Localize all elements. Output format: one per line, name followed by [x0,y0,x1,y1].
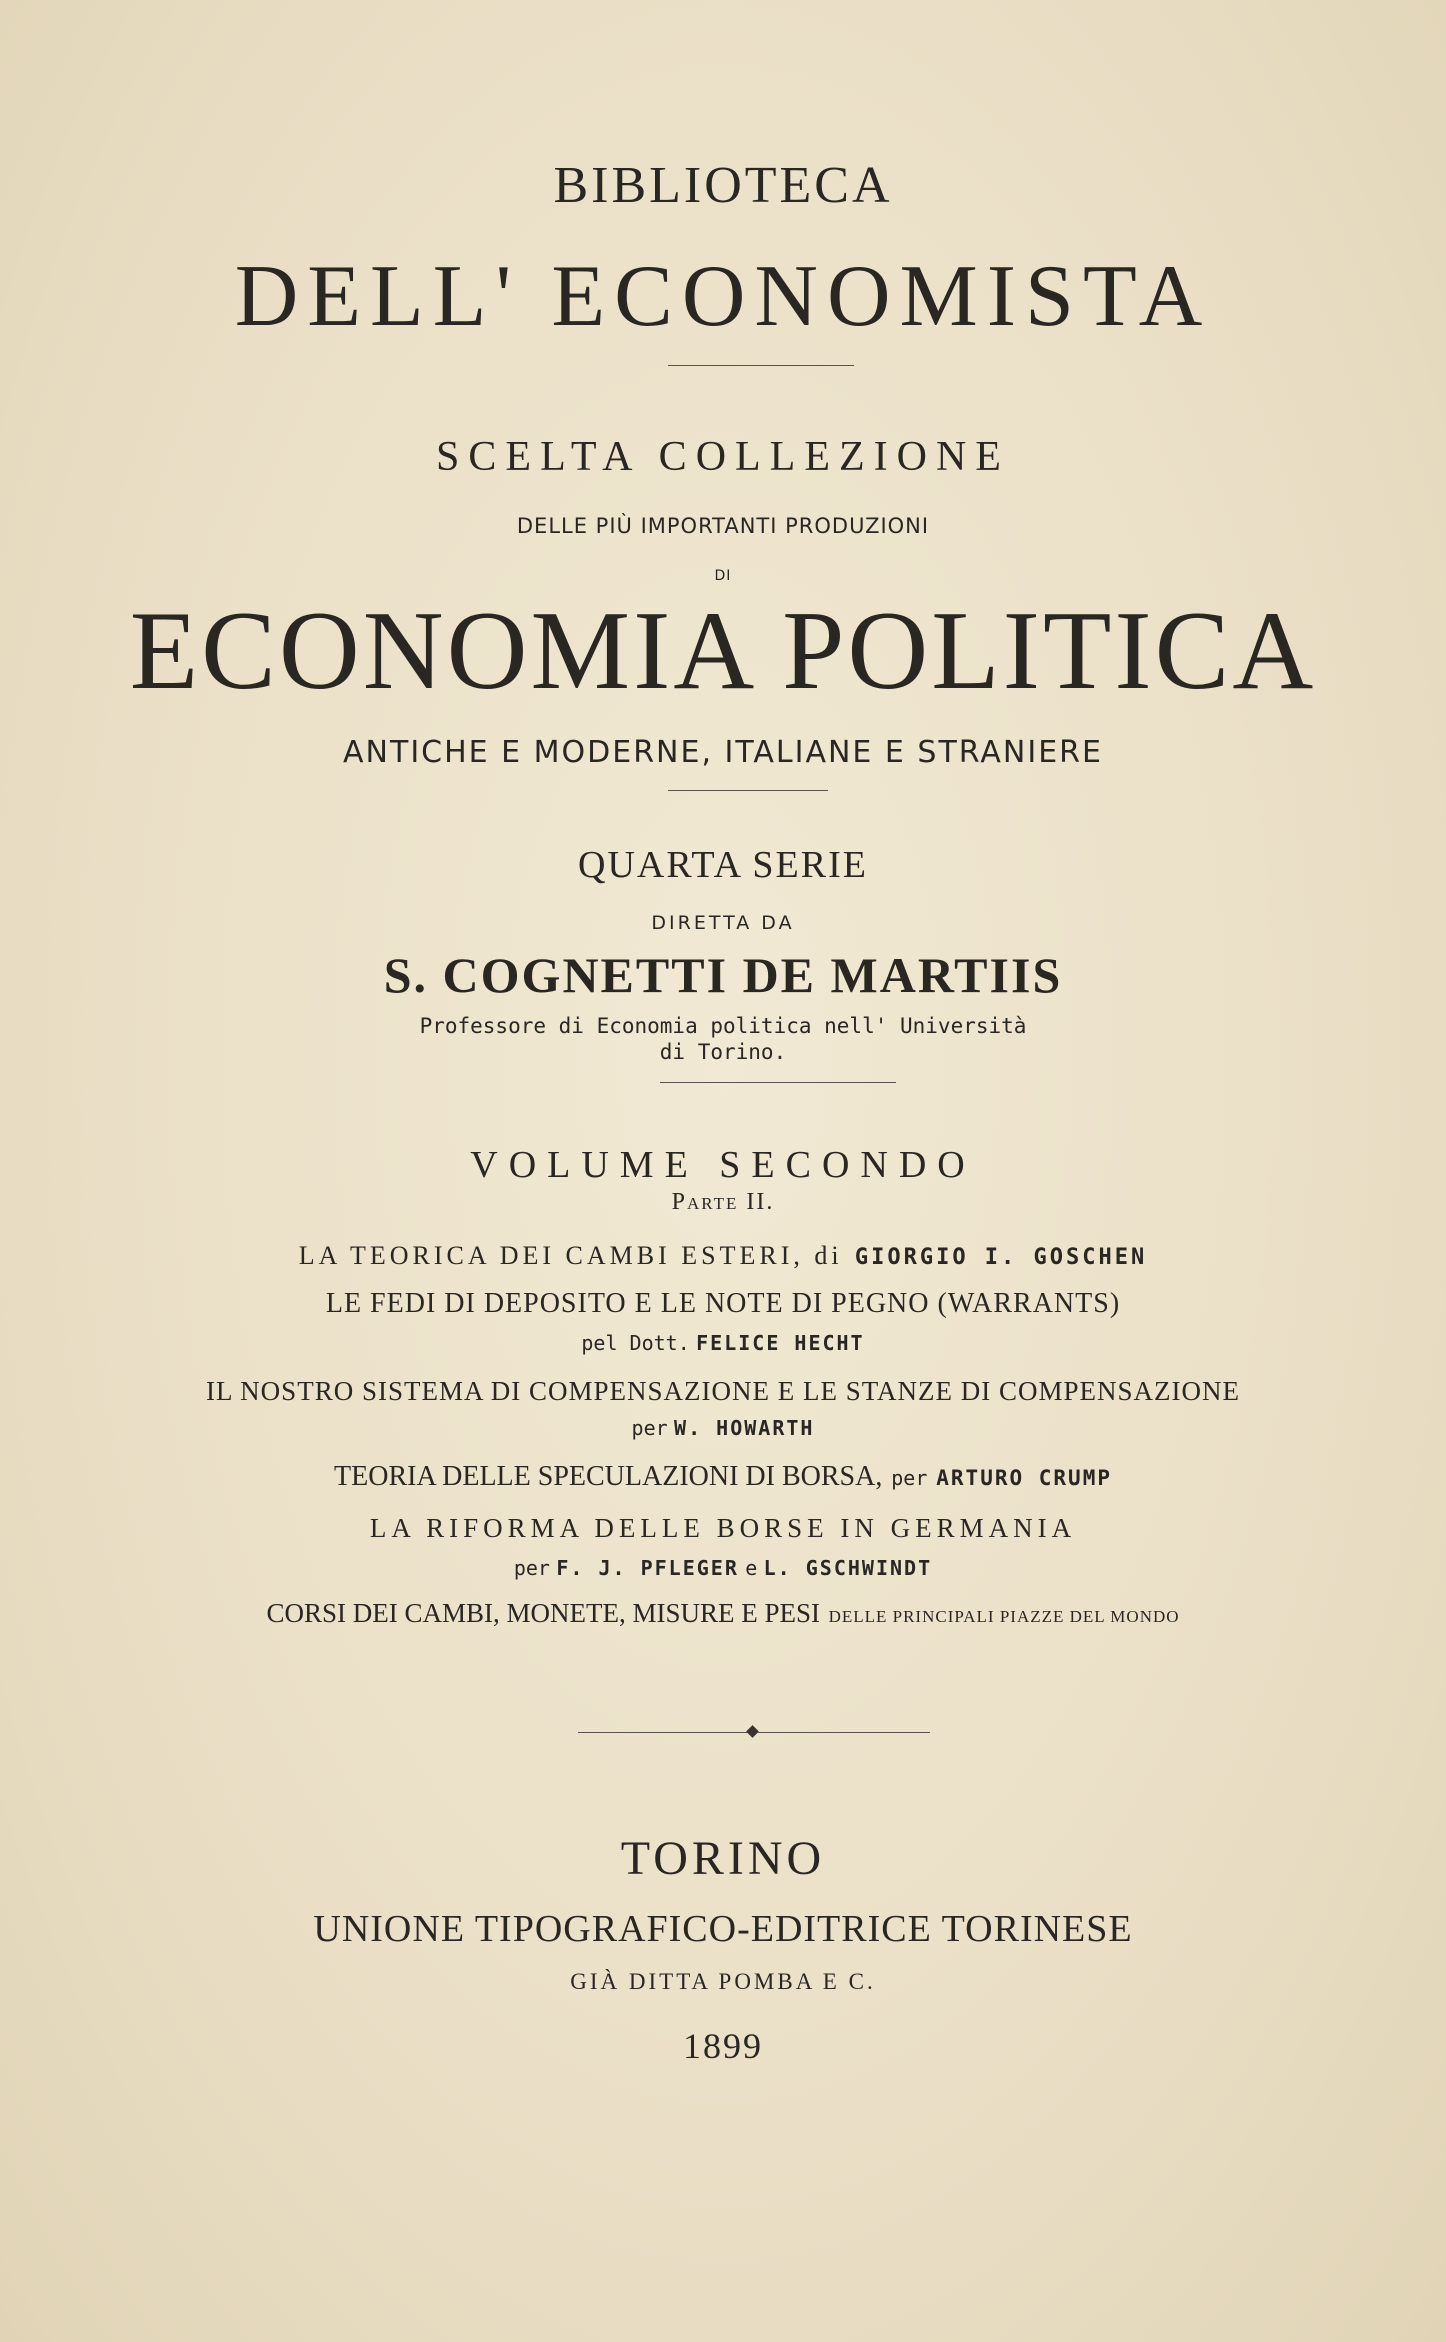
collection-subheading: DELLE PIÙ IMPORTANTI PRODUZIONI [516,514,930,538]
contents-entry-compensazione-author [0,1418,1446,1438]
contents-entry-riforma-authors [0,1558,1446,1578]
work-subtitle: DELLE PRINCIPALI PIAZZE DEL MONDO [828,1607,1180,1626]
contents-entry-compensazione-title: IL NOSTRO SISTEMA DI COMPENSAZIONE E LE STANZE DI COMPENSAZIONE [205,1376,1241,1406]
contents-entry-fedi-title: LE FEDI DI DEPOSITO E LE NOTE DI PEGNO (WARRANTS) [325,1288,1121,1319]
editor-position: Professore di Economia politica nell' Università [419,1014,1027,1038]
work-author: ARTURO CRUMP [936,1466,1112,1490]
work-by: pel Dott. [581,1331,690,1355]
divider-short-1 [668,365,854,366]
imprint-city: TORINO [620,1832,826,1885]
imprint-year: 1899 [683,2026,763,2066]
work-title: LA TEORICA DEI CAMBI ESTERI, di [298,1241,843,1270]
work-author: W. HOWARTH [674,1416,815,1440]
collection-heading: SCELTA COLLEZIONE [436,434,1010,480]
imprint-publisher: UNIONE TIPOGRAFICO-EDITRICE TORINESE [313,1908,1133,1950]
subject-qualifier: ANTICHE E MODERNE, ITALIANE E STRANIERE [343,735,1103,770]
work-author: FELICE HECHT [696,1331,865,1355]
work-by: per [513,1556,550,1580]
contents-entry-speculazioni [0,1462,1446,1491]
biblioteca-heading: BIBLIOTECA [553,157,893,214]
ornament-diamond-icon [746,1725,759,1738]
work-title: TEORIA DELLE SPECULAZIONI DI BORSA, [334,1461,883,1492]
contents-entry-fedi-author [0,1333,1446,1353]
series-title: DELL' ECONOMISTA [234,248,1212,345]
work-by: per [891,1466,928,1490]
volume-part: Parte II. [671,1189,775,1215]
work-by: per [631,1416,668,1440]
contents-entry-corsi [0,1600,1446,1627]
divider-short-3 [660,1082,896,1083]
subject-title: ECONOMIA POLITICA [129,589,1317,713]
ornament-rule-right [758,1732,930,1733]
work-author: L. GSCHWINDT [763,1556,933,1580]
imprint-former-name: GIÀ DITTA POMBA E C. [570,1969,876,1994]
ornament-rule-left [578,1732,748,1733]
contents-entry-riforma-title: LA RIFORMA DELLE BORSE IN GERMANIA [369,1513,1077,1543]
divider-short-2 [668,790,828,791]
directed-by: DIRETTA DA [651,912,795,934]
work-title: CORSI DEI CAMBI, MONETE, MISURE E PESI [266,1598,820,1628]
editor-position-city: di Torino. [659,1040,787,1064]
work-and: e [745,1556,758,1580]
contents-entry-goschen [0,1243,1446,1269]
collection-di: DI [714,568,732,584]
work-author: GIORGIO I. GOSCHEN [854,1245,1148,1270]
work-author: F. J. PFLEGER [556,1556,739,1580]
editor-name: S. COGNETTI DE MARTIIS [383,947,1063,1003]
volume-label: VOLUME SECONDO [470,1144,976,1186]
series-name: QUARTA SERIE [578,844,868,886]
